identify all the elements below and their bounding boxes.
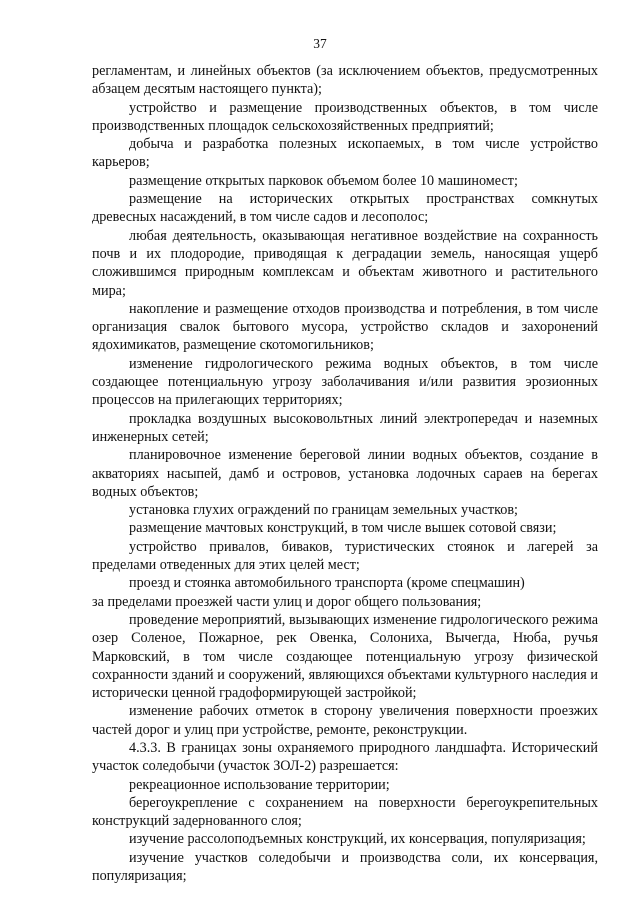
paragraph: изменение гидрологического режима водных объектов, в том числе создающее потенциальную угрозу заболачивания и/или развития эрозионных процессов на прилегающих территориях; — [92, 355, 598, 409]
paragraph: проезд и стоянка автомобильного транспорта (кроме спецмашин) — [129, 575, 525, 592]
paragraph: проведение мероприятий, вызывающих изменение гидрологического режима озер Соленое, Пожарное, рек Овенка, Солониха, Вычегда, Нюба, ручья Марковский, в том числе создающее потенциальную угрозу физической сохранности зданий и сооружений, являющихся объектами культурного наследия и исторически ценной градоформирующей застройкой; — [92, 611, 598, 702]
paragraph: берегоукрепление с сохранением на поверхности берегоукрепительных конструкций задернованного слоя; — [92, 794, 598, 830]
paragraph: любая деятельность, оказывающая негативное воздействие на сохранность почв и их плодородие, приводящая к деградации земель, наносящая ущерб сложившимся природным комплексам и объектам животного и растительного мира; — [92, 227, 598, 299]
section-heading-paragraph: 4.3.3. В границах зоны охраняемого природного ландшафта. Исторический участок соледобычи (участок ЗОЛ-2) разрешается: — [92, 739, 598, 775]
paragraph: прокладка воздушных высоковольтных линий электропередач и наземных инженерных сетей; — [92, 410, 598, 445]
paragraph: добыча и разработка полезных ископаемых, в том числе устройство карьеров; — [92, 136, 598, 171]
paragraph: устройство и размещение производственных объектов, в том числе производственных площадок сельскохозяйственных предприятий; — [92, 99, 598, 134]
paragraph: рекреационное использование территории; — [129, 776, 390, 793]
paragraph: устройство привалов, биваков, туристических стоянок и лагерей за пределами отведенных для этих целей мест; — [92, 538, 598, 574]
paragraph: изучение рассолоподъемных конструкций, их консервация, популяризация; — [129, 831, 586, 848]
paragraph: размещение открытых парковок объемом более 10 машиномест; — [129, 172, 518, 189]
page-number: 37 — [313, 36, 327, 51]
paragraph: размещение на исторических открытых пространствах сомкнутых древесных насаждений, в том числе садов и лесополос; — [92, 191, 598, 226]
paragraph: установка глухих ограждений по границам земельных участков; — [129, 502, 518, 519]
paragraph: накопление и размещение отходов производства и потребления, в том числе организация свалок бытового мусора, устройство складов и захоронений ядохимикатов, размещение скотомогильников; — [92, 300, 598, 354]
paragraph: размещение мачтовых конструкций, в том числе вышек сотовой связи; — [129, 520, 557, 537]
paragraph: изменение рабочих отметок в сторону увеличения поверхности проезжих частей дорог и улиц при устройстве, ремонте, реконструкции. — [92, 703, 598, 738]
paragraph: регламентам, и линейных объектов (за исключением объектов, предусмотренных абзацем десятым настоящего пункта); — [92, 63, 598, 98]
document-body — [92, 62, 598, 885]
paragraph: изучение участков соледобычи и производства соли, их консервация, популяризация; — [92, 849, 598, 885]
paragraph: планировочное изменение береговой линии водных объектов, создание в акваториях насыпей, дамб и островов, установка лодочных сараев на берегах водных объектов; — [92, 447, 598, 500]
paragraph: за пределами проезжей части улиц и дорог общего пользования; — [92, 593, 482, 610]
